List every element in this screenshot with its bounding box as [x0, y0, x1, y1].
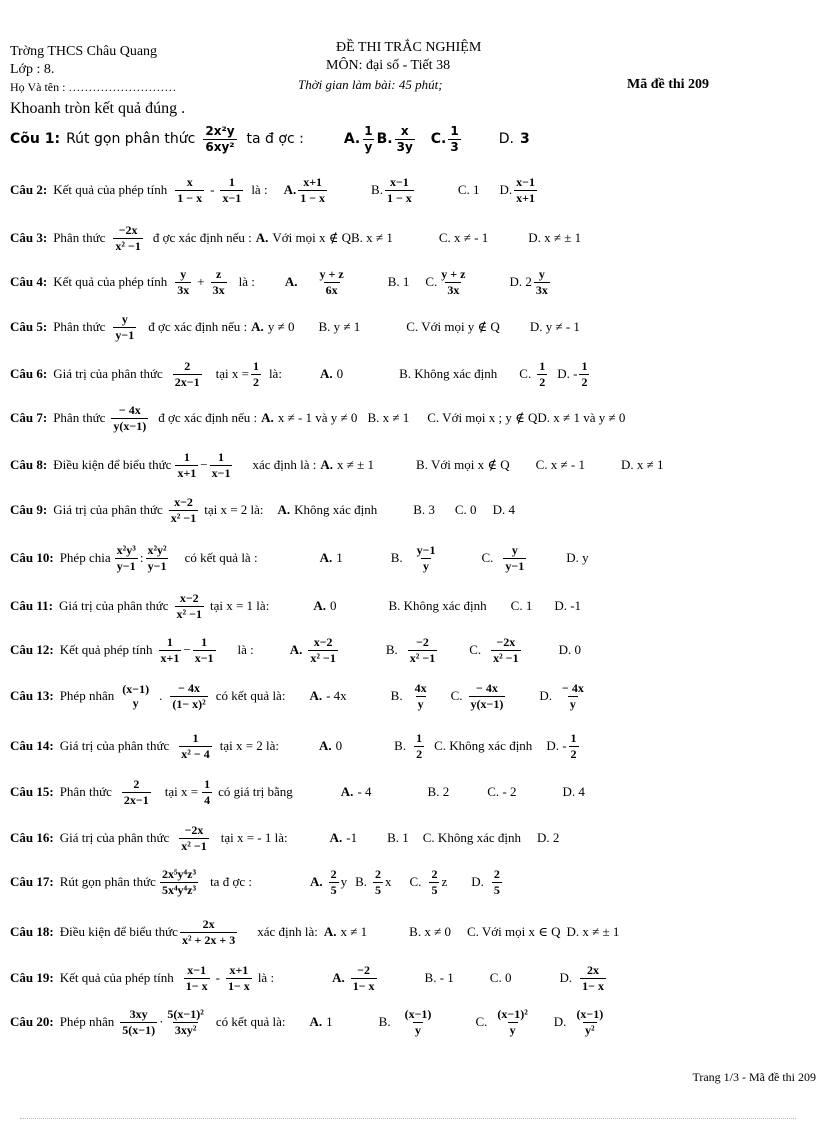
option-a[interactable]: 0: [329, 598, 337, 614]
option-a[interactable]: y ≠ 0: [267, 319, 295, 335]
question-number: Câu 20:: [10, 1014, 54, 1030]
option-d[interactable]: D. 4: [492, 502, 515, 518]
question-number: Câu 4:: [10, 274, 48, 290]
question-number: Câu 8:: [10, 457, 48, 473]
option-b[interactable]: $\frac{x}{3y}$: [396, 124, 413, 154]
option-d[interactable]: $\frac{1}{2}$: [570, 731, 577, 761]
option-d[interactable]: D. x ≠ ± 1: [528, 230, 582, 246]
question-number: Câu 5:: [10, 319, 48, 335]
question-14: Câu 14: Giá trị của phân thức $\frac{1}{\text{x² − 4}}$ tại x = 2 là: A. 0 B. $\frac{1}{2}$ C. Không xác định D. - $\frac{1}{2}$: [10, 731, 577, 761]
question-number: Câu 10:: [10, 550, 54, 566]
option-a[interactable]: 1: [326, 1014, 333, 1030]
question-3: Câu 3: Phân thức $\frac{-2x}{\text{x² −1}}$ đ ợc xác định nếu : A. Với mọi x ∉ Q B. x ≠ 1 C. x ≠ - 1 D. x ≠ ± 1: [10, 223, 582, 253]
option-d[interactable]: D. x ≠ 1 và y ≠ 0: [537, 410, 626, 426]
option-d[interactable]: D. x ≠ 1: [620, 457, 664, 473]
option-d[interactable]: $\frac{2x}{1- x}$: [582, 963, 604, 993]
option-a[interactable]: x ≠ - 1 và y ≠ 0: [277, 410, 358, 426]
question-text: Kết quả của phép tính: [53, 182, 168, 198]
option-d[interactable]: D. y ≠ - 1: [529, 319, 580, 335]
page-footer: Trang 1/3 - Mã đề thi 209: [692, 1070, 816, 1084]
option-b[interactable]: B. Với mọi x ∉ Q: [416, 457, 510, 473]
option-a[interactable]: 1: [336, 550, 343, 566]
exam-subject: MÔN: đại số - Tiết 38: [326, 58, 451, 73]
question-4: Câu 4: Kết quả của phép tính $\frac{y}{3x}$ + $\frac{z}{3x}$ là : A. $\frac{y + z}{6x}$ B. 1 C. $\frac{y + z}{3x}$ D. 2 $\frac{y}{3x}$: [10, 267, 548, 297]
question-number: Câu 18:: [10, 924, 54, 940]
option-c[interactable]: C. Không xác định: [422, 830, 521, 846]
option-a[interactable]: - 4: [357, 784, 372, 800]
instruction: Khoanh tròn kết quả đúng .: [10, 100, 186, 117]
option-d[interactable]: $\frac{y}{3x}$: [535, 267, 548, 297]
question-text: Kết quả phép tính: [59, 642, 153, 658]
option-c[interactable]: $\frac{y}{y-1}$: [505, 543, 525, 573]
option-c[interactable]: $\frac{- 4x}{y(x-1)}$: [470, 681, 504, 711]
option-d[interactable]: $\frac{x-1}{x+1}$: [516, 175, 535, 205]
option-c[interactable]: C. Với mọi x ; y ∉ Q: [427, 410, 538, 426]
option-c[interactable]: $\frac{2}{5}$: [431, 867, 438, 897]
question-text: Giá trị của phân thức: [53, 502, 163, 518]
fraction: $\frac{\text{2x²y}}{\text{6xy²}}$: [205, 124, 235, 154]
option-a[interactable]: Với mọi x ∉ Q: [272, 230, 352, 246]
option-b[interactable]: B. Không xác định: [399, 366, 498, 382]
option-d[interactable]: D. 2: [536, 830, 560, 846]
option-c[interactable]: $\frac{y + z}{3x}$: [441, 267, 466, 297]
option-a[interactable]: $\frac{x+1}{1 - x}$: [300, 175, 326, 205]
option-a[interactable]: Không xác định: [294, 502, 378, 518]
question-text: Phép nhân: [59, 688, 115, 704]
class-label: Lớp : 8.: [10, 62, 55, 77]
option-b[interactable]: $\frac{4x}{y}$: [414, 681, 427, 711]
question-8: Câu 8: Điều kiện để biểu thức $\frac{1}{x+1}$ − $\frac{1}{x-1}$ xác định là : A. x ≠ ± 1 B. Với mọi x ∉ Q C. x ≠ - 1 D. x ≠ 1: [10, 450, 664, 480]
option-b[interactable]: $\frac{x-1}{1 - x}$: [386, 175, 412, 205]
question-text: Giá trị của phân thức: [58, 598, 169, 614]
option-b[interactable]: B. x ≠ 1: [367, 410, 410, 426]
question-text: Phân thức: [53, 230, 106, 246]
question-text: Điều kiện để biểu thức: [59, 924, 178, 940]
option-c[interactable]: C. 0: [489, 970, 512, 986]
option-b[interactable]: B. 1: [387, 830, 409, 846]
option-c[interactable]: $\frac{1}{2}$: [539, 359, 546, 389]
question-text: Phép nhân: [59, 1014, 115, 1030]
question-number: Câu 12:: [10, 642, 54, 658]
option-b[interactable]: $\frac{y-1}{y}$: [416, 543, 436, 573]
option-d[interactable]: $\frac{1}{2}$: [581, 359, 588, 389]
option-b[interactable]: B. 2: [427, 784, 450, 800]
exam-title: ĐỀ THI TRẮC NGHIỆM: [336, 40, 482, 55]
exam-time: Thời gian làm bài: 45 phút;: [298, 77, 443, 92]
question-text: Giá trị của phân thức: [53, 366, 163, 382]
option-a[interactable]: - 4x: [326, 688, 347, 704]
exam-code: Mã đề thi 209: [627, 77, 710, 92]
option-a[interactable]: $\frac{2}{5}$: [330, 867, 337, 897]
question-number: Câu 9:: [10, 502, 48, 518]
option-d[interactable]: $\frac{- 4x}{y}$: [562, 681, 584, 711]
option-a[interactable]: -1: [346, 830, 358, 846]
question-text: Kết quả của phép tính: [53, 274, 168, 290]
question-number: Câu 3:: [10, 230, 48, 246]
question-number: Câu 13:: [10, 688, 54, 704]
option-c[interactable]: C. x ≠ - 1: [438, 230, 489, 246]
question-number: Câu 14:: [10, 738, 54, 754]
question-6: Câu 6: Giá trị của phân thức $\frac{2}{2x-1}$ tại x = $\frac{1}{2}$ là: A. 0 B. Không xác định C. $\frac{1}{2}$ D. - $\frac{1}{2}$: [10, 359, 588, 389]
option-d[interactable]: D. 0: [558, 642, 581, 658]
question-text: Rút gọn phân thức: [66, 131, 196, 148]
question-number: Câu 11:: [10, 598, 53, 614]
question-text: Phân thức: [53, 319, 106, 335]
option-d[interactable]: D. 4: [562, 784, 585, 800]
question-18: Câu 18: Điều kiện để biểu thức $\frac{2x}{\text{x² + 2x + 3}}$ xác định là: A. x ≠ 1 B. x ≠ 0 C. Với mọi x ∈ Q D. x ≠ ± 1: [10, 917, 620, 947]
option-d[interactable]: 3: [519, 131, 530, 148]
question-text-after: ta đ ợc :: [246, 131, 304, 148]
option-b[interactable]: $\frac{1}{2}$: [416, 731, 423, 761]
question-number: Câu 16:: [10, 830, 54, 846]
option-b[interactable]: $\frac{2}{5}$: [375, 867, 382, 897]
question-number: Câu 15:: [10, 784, 54, 800]
question-5: Câu 5: Phân thức $\frac{y}{y-1}$ đ ợc xác định nếu : A. y ≠ 0 B. y ≠ 1 C. Với mọi y ∉ Q D. y ≠ - 1: [10, 312, 580, 342]
option-b[interactable]: $\frac{-2}{\text{x² −1}}$: [409, 635, 436, 665]
option-a[interactable]: $\frac{-2}{1- x}$: [352, 963, 375, 993]
option-c[interactable]: $\frac{1}{3}$: [450, 124, 459, 154]
question-text: Kết quả của phép tính: [59, 970, 174, 986]
question-15: Câu 15: Phân thức $\frac{2}{2x-1}$ tại x = $\frac{1}{4}$ có giá trị bằng A. - 4 B. 2 C. - 2 D. 4: [10, 777, 585, 807]
option-a[interactable]: $\frac{x-2}{\text{x² −1}}$: [310, 635, 336, 665]
bottom-divider: [20, 1118, 796, 1119]
option-c[interactable]: $\frac{\text{(x−1)²}}{y}$: [497, 1007, 528, 1037]
question-text: Rút gọn phân thức: [59, 874, 156, 890]
option-d[interactable]: D. y: [566, 550, 589, 566]
question-9: Câu 9: Giá trị của phân thức $\frac{x-2}{\text{x² −1}}$ tại x = 2 là: A. Không xác định B. 3 C. 0 D. 4: [10, 495, 515, 525]
option-a[interactable]: 0: [335, 738, 343, 754]
question-19: Câu 19: Kết quả của phép tính $\frac{x-1}{1- x}$ - $\frac{x+1}{1- x}$ là : A. $\frac{-2}{1- x}$ B. - 1 C. 0 D. $\frac{2x}{1- x}$: [10, 963, 604, 993]
option-b[interactable]: B. x ≠ 0: [409, 924, 451, 940]
question-1: Cõu 1: Rút gọn phân thức $\frac{\text{2x²y}}{\text{6xy²}}$ ta đ ợc : A. $\frac{1}{y}$ B. $\frac{x}{3y}$ C. $\frac{1}{3}$ D. 3: [10, 124, 530, 154]
option-b[interactable]: B. y ≠ 1: [318, 319, 361, 335]
question-text: Phép chia: [59, 550, 111, 566]
option-d[interactable]: D. x ≠ ± 1: [566, 924, 620, 940]
question-text: Phân thức: [59, 784, 112, 800]
option-c[interactable]: C. Với mọi x ∈ Q: [466, 924, 561, 940]
option-d[interactable]: $\frac{(x-1)}{\text{y²}}$: [576, 1007, 604, 1037]
question-10: Câu 10: Phép chia $\frac{\text{x²y³}}{y-1}$ : $\frac{\text{x²y²}}{y-1}$ có kết quả là : A. 1 B. $\frac{y-1}{y}$ C. $\frac{y}{y-1}$ D. y: [10, 543, 589, 573]
option-a[interactable]: $\frac{y + z}{6x}$: [319, 267, 344, 297]
option-c[interactable]: C. 1: [457, 182, 480, 198]
question-7: Câu 7: Phân thức $\frac{- 4x}{y(x-1)}$ đ ợc xác định nếu : A. x ≠ - 1 và y ≠ 0 B. x ≠ 1 C. Với mọi x ; y ∉ Q D. x ≠ 1 và y ≠ 0: [10, 403, 626, 433]
option-c[interactable]: C. 1: [510, 598, 533, 614]
option-c[interactable]: C. Không xác định: [434, 738, 533, 754]
option-b[interactable]: B. Không xác định: [388, 598, 487, 614]
option-a[interactable]: x ≠ ± 1: [337, 457, 375, 473]
question-17: Câu 17: Rút gọn phân thức $\frac{\text{2x⁵y⁴z³}}{\text{5x⁴y⁴z³}}$ ta đ ợc : A. $\frac{2}{5}$ y B. $\frac{2}{5}$ x C. $\frac{2}{5}$ z D. $\frac{2}{5}$: [10, 867, 500, 897]
option-c[interactable]: C. - 2: [487, 784, 517, 800]
option-b[interactable]: B. - 1: [424, 970, 454, 986]
option-c[interactable]: C. 0: [454, 502, 477, 518]
option-b[interactable]: B. 3: [413, 502, 435, 518]
option-b[interactable]: $\frac{(x-1)}{y}$: [404, 1007, 432, 1037]
option-a[interactable]: 0: [336, 366, 344, 382]
question-number: Cõu 1:: [10, 131, 61, 148]
question-number: Câu 19:: [10, 970, 54, 986]
option-a[interactable]: x ≠ 1: [340, 924, 368, 940]
option-a[interactable]: $\frac{1}{y}$: [364, 124, 373, 154]
school-name: Trờng THCS Châu Quang: [10, 44, 158, 59]
question-12: Câu 12: Kết quả phép tính $\frac{1}{x+1}$ − $\frac{1}{x-1}$ là : A. $\frac{x-2}{\text{x² −1}}$ B. $\frac{-2}{\text{x² −1}}$ C. $\frac{-2x}{\text{x² −1}}$ D. 0: [10, 635, 581, 665]
question-text: Giá trị của phân thức: [59, 738, 170, 754]
question-number: Câu 6:: [10, 366, 48, 382]
question-text: Giá trị của phân thức: [59, 830, 170, 846]
question-13: Câu 13: Phép nhân (x−1) y . $\frac{- 4x}{\text{(1− x)²}}$ có kết quả là: A. - 4x B. $\frac{4x}{y}$ C. $\frac{- 4x}{y(x-1)}$ D. $\frac{- 4x}{y}$: [10, 681, 584, 711]
question-number: Câu 17:: [10, 874, 54, 890]
question-20: Câu 20: Phép nhân $\frac{3xy}{5(x-1)}$ · $\frac{\text{5(x−1)²}}{\text{3xy²}}$ có kết quả là: A. 1 B. $\frac{(x-1)}{y}$ C. $\frac{\text{(x−1)²}}{y}$ D. $\frac{(x-1)}{\text{y²}}$: [10, 1007, 604, 1037]
question-11: Câu 11: Giá trị của phân thức $\frac{x-2}{\text{x² −1}}$ tại x = 1 là: A. 0 B. Không xác định C. 1 D. -1: [10, 591, 582, 621]
question-number: Câu 7:: [10, 410, 48, 426]
student-name-line: Họ Và tên : ………………………: [10, 80, 177, 94]
question-number: Câu 2:: [10, 182, 48, 198]
option-c[interactable]: C. Với mọi y ∉ Q: [406, 319, 500, 335]
question-text: Điều kiện để biểu thức: [53, 457, 172, 473]
option-c[interactable]: C. x ≠ - 1: [535, 457, 585, 473]
option-d[interactable]: D. -1: [554, 598, 582, 614]
question-text: Phân thức: [53, 410, 106, 426]
option-d[interactable]: $\frac{2}{5}$: [493, 867, 500, 897]
question-16: Câu 16: Giá trị của phân thức $\frac{-2x}{\text{x² −1}}$ tại x = - 1 là: A. -1 B. 1 C. Không xác định D. 2: [10, 823, 560, 853]
question-2: Câu 2: Kết quả của phép tính $\frac{x}{1 - x}$ - $\frac{1}{x-1}$ là : A. $\frac{x+1}{1 - x}$ B. $\frac{x-1}{1 - x}$ C. 1 D. $\frac{x-1}{x+1}$: [10, 175, 535, 205]
option-b[interactable]: B. 1: [387, 274, 410, 290]
option-c[interactable]: $\frac{-2x}{\text{x² −1}}$: [493, 635, 519, 665]
option-b[interactable]: B. x ≠ 1: [351, 230, 393, 246]
